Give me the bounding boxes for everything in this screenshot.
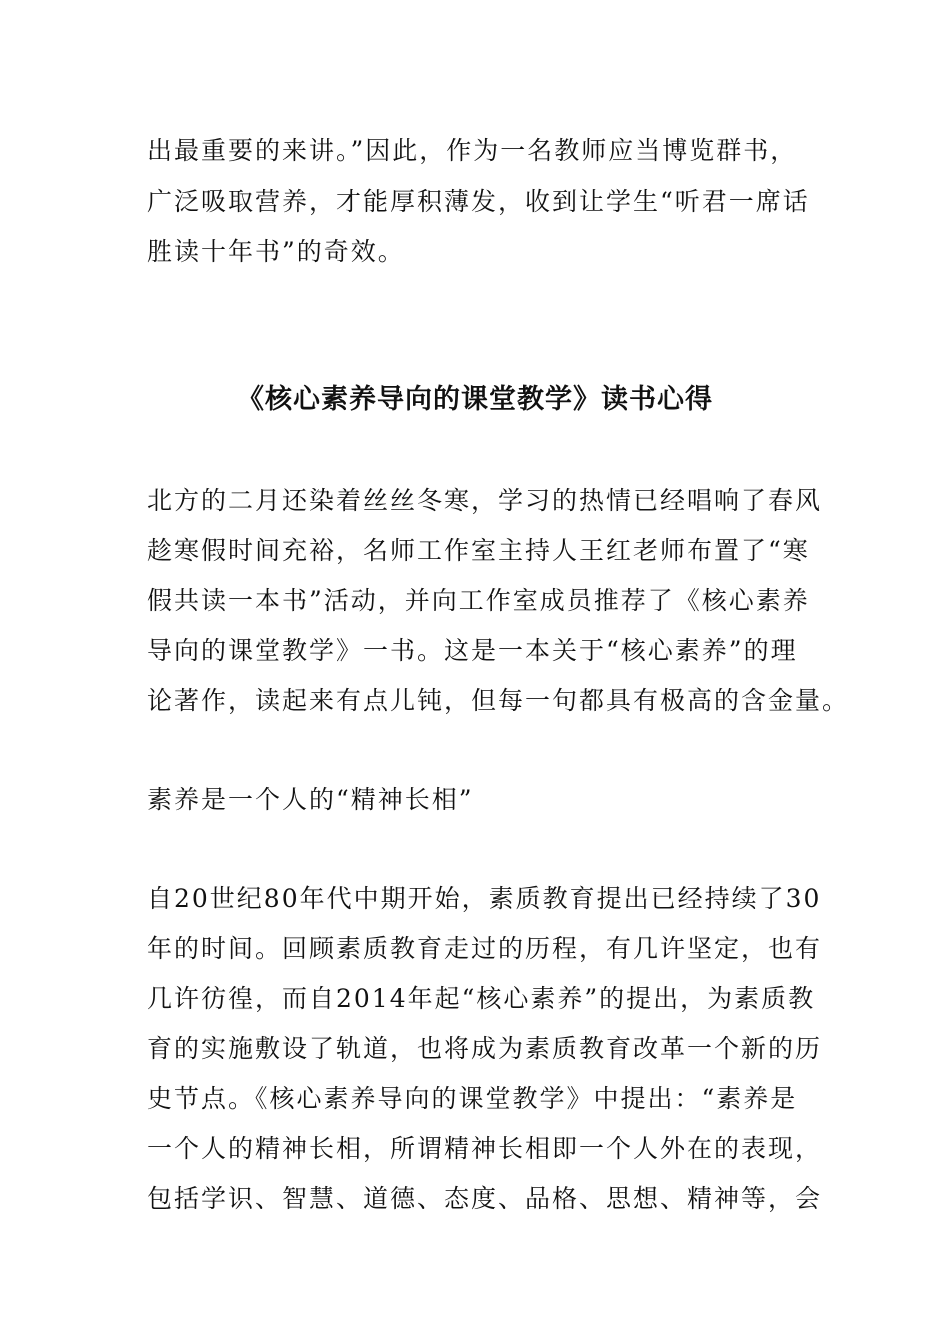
intro-line-1: 出最重要的来讲。”因此，作为一名教师应当博览群书， — [147, 136, 798, 165]
para2-line-6: 一个人的精神长相，所谓精神长相即一个人外在的表现， — [147, 1134, 823, 1163]
intro-line-3: 胜读十年书”的奇效。 — [147, 237, 405, 266]
para2-line-3: 几许彷徨，而自2014年起“核心素养”的提出，为素质教 — [147, 984, 816, 1013]
para2-line-5: 史节点。《核心素养导向的课堂教学》中提出：“素养是 — [147, 1084, 798, 1113]
para2-line-7: 包括学识、智慧、道德、态度、品格、思想、精神等，会 — [147, 1184, 823, 1213]
article-title: 《核心素养导向的课堂教学》读书心得 — [237, 384, 713, 415]
para1-line-5: 论著作，读起来有点儿钝，但每一句都具有极高的含金量。 — [147, 686, 850, 715]
para1-line-1: 北方的二月还染着丝丝冬寒，学习的热情已经唱响了春风 — [147, 486, 823, 515]
para1-line-3: 假共读一本书”活动，并向工作室成员推荐了《核心素养 — [147, 586, 810, 615]
para2-line-2: 年的时间。回顾素质教育走过的历程，有几许坚定，也有 — [147, 934, 823, 963]
para2-line-4: 育的实施敷设了轨道，也将成为素质教育改革一个新的历 — [147, 1034, 823, 1063]
para2-line-1: 自20世纪80年代中期开始，素质教育提出已经持续了30 — [147, 884, 822, 913]
para1-line-4: 导向的课堂教学》一书。这是一本关于“核心素养”的理 — [147, 636, 798, 665]
para1-line-2: 趁寒假时间充裕，名师工作室主持人王红老师布置了“寒 — [147, 536, 810, 565]
intro-line-2: 广泛吸取营养，才能厚积薄发，收到让学生“听君一席话 — [147, 187, 810, 216]
subheading: 素养是一个人的“精神长相” — [147, 785, 474, 814]
